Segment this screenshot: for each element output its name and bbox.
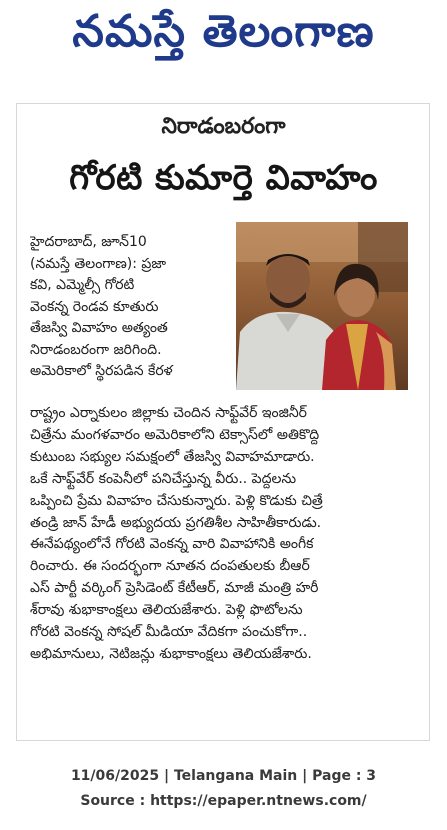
masthead-title: నమస్తే తెలంగాణ (72, 6, 375, 57)
article-kicker: నిరాడంబరంగా (161, 114, 286, 139)
body-line: చిత్రేను మంగళవారం అమెరికాలోని టెక్సాస్‌లో అతికొద్ది (30, 426, 320, 443)
body-line: గోరటి వెంకన్న సోషల్ మీడియా వేదికగా పంచుకోగా.. (30, 624, 308, 641)
body-line: కుటుంబ సభ్యుల సమక్షంలో తేజస్వి వివాహమాడారు. (30, 448, 315, 465)
body-line: ఒకే సాఫ్ట్‌వేర్ కంపెనీలో పనిచేస్తున్న వీరు.. పెద్దలను (30, 470, 297, 487)
lead-line: వెంకన్న రెండవ కూతురు (30, 298, 159, 315)
lead-line: అమెరికాలో స్థిరపడిన కేరళ (30, 363, 173, 379)
source-url: Source : https://epaper.ntnews.com/ (80, 793, 367, 809)
newspaper-masthead (14, 4, 433, 70)
couple-photo-illustration (236, 222, 408, 390)
article-body (30, 403, 410, 666)
body-line: రాష్ట్రం ఎర్నాకులం జిల్లాకు చెందిన సాఫ్ట్‌వేర్ ఇంజినీర్ (30, 405, 307, 421)
body-line: తండ్రి జాన్ హేడీ అభ్యుదయ ప్రగతిశీల సాహితీకారుడు. (30, 514, 322, 531)
body-line: ఎస్ పార్టీ వర్కింగ్ ప్రెసిడెంట్ కేటీఆర్, మాజీ మంత్రి హరీ (30, 580, 319, 597)
body-line: ఈనేపథ్యంలోనే గోరటి వెంకన్న వారి వివాహానికి అంగీక (30, 536, 314, 553)
lead-line: (నమస్తే తెలంగాణ): ప్రజా (30, 255, 166, 272)
publication-date-page: 11/06/2025 | Telangana Main | Page : 3 (70, 768, 377, 784)
article-headline: గోరటి కుమార్తె వివాహం (69, 158, 378, 198)
body-line: ఒప్పించి ప్రేమ వివాహం చేసుకున్నారు. పెళ్లి కొడుకు చిత్రే (30, 492, 323, 509)
wedding-couple-photo (236, 222, 408, 390)
lead-line: హైదరాబాద్, జూన్10 (30, 234, 147, 250)
lead-line: తేజస్వి వివాహం అత్యంత (30, 320, 168, 336)
body-line: శ్‌రావు శుభాకాంక్షలు తెలియజేశారు. పెళ్లి ఫొటోలను (30, 602, 303, 619)
lead-line: నిరాడంబరంగా జరిగింది. (30, 341, 162, 358)
lead-line: కవి, ఎమ్మెల్సీ గోరటి (30, 277, 135, 293)
body-line: రించారు. ఈ సందర్భంగా నూతన దంపతులకు బీఆర్ (30, 558, 310, 575)
article-lead-column (30, 232, 230, 383)
body-line: అభిమానులు, నెటిజన్లు శుభాకాంక్షలు తెలియజేశారు. (30, 645, 312, 662)
